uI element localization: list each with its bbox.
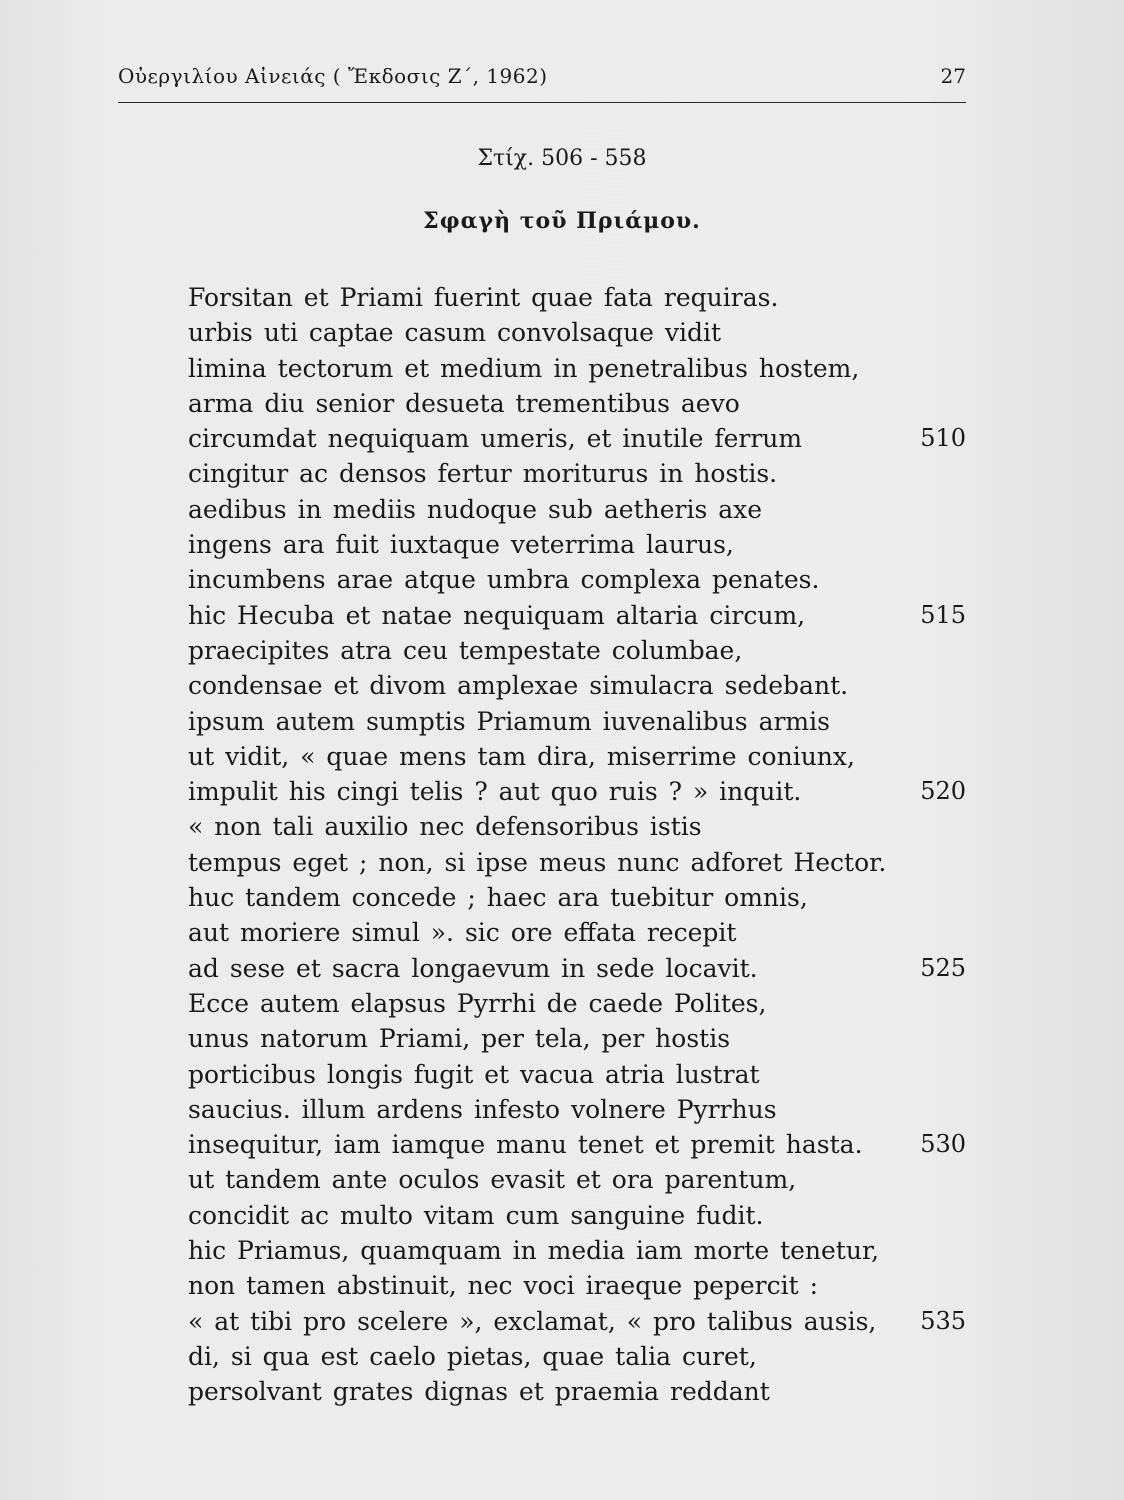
verse-text: « at tibi pro scelere », exclamat, « pro talibus ausis, — [188, 1306, 877, 1336]
verse-text: praecipites atra ceu tempestate columbae, — [188, 635, 743, 665]
verse-line — [188, 280, 978, 315]
verse-text: ipsum autem sumptis Priamum iuvenalibus armis — [188, 706, 830, 736]
verse-line — [188, 880, 978, 915]
verse-line — [188, 421, 978, 456]
verse-text: aedibus in mediis nudoque sub aetheris axe — [188, 494, 763, 524]
verse-line — [188, 1268, 978, 1303]
verse-block — [188, 280, 978, 1410]
verse-number: 535 — [920, 1306, 966, 1335]
verse-text: Ecce autem elapsus Pyrrhi de caede Polites, — [188, 988, 767, 1018]
verse-text: concidit ac multo vitam cum sanguine fudit. — [188, 1200, 764, 1230]
verse-text: condensae et divom amplexae simulacra sedebant. — [188, 671, 849, 701]
verse-text: ingens ara fuit iuxtaque veterrima laurus, — [188, 530, 734, 560]
verse-line — [188, 1162, 978, 1197]
verse-line — [188, 456, 978, 491]
verse-text: impulit his cingi telis ? aut quo ruis ? » inquit. — [188, 777, 802, 807]
page-number: 27 — [940, 64, 966, 88]
verse-line — [188, 668, 978, 703]
verse-range-heading: Στίχ. 506 - 558 — [477, 146, 647, 171]
verse-text: « non tali auxilio nec defensoribus istis — [188, 812, 702, 842]
verse-line — [188, 492, 978, 527]
verse-text: Forsitan et Priami fuerint quae fata requiras. — [188, 283, 779, 312]
verse-line — [188, 1339, 978, 1374]
verse-line — [188, 1198, 978, 1233]
verse-number: 520 — [920, 777, 966, 806]
verse-text: persolvant grates dignas et praemia reddant — [188, 1377, 770, 1407]
verse-text: cingitur ac densos fertur moriturus in hostis. — [188, 459, 778, 489]
verse-line — [188, 845, 978, 880]
verse-number: 510 — [920, 424, 966, 453]
verse-number: 515 — [920, 600, 966, 629]
verse-line — [188, 633, 978, 668]
verse-line — [188, 598, 978, 633]
verse-line — [188, 1021, 978, 1056]
verse-text: limina tectorum et medium in penetralibus hostem, — [188, 353, 860, 383]
verse-line — [188, 315, 978, 350]
verse-text: urbis uti captae casum convolsaque vidit — [188, 318, 722, 348]
verse-line — [188, 386, 978, 421]
verse-text: porticibus longis fugit et vacua atria lustrat — [188, 1059, 760, 1089]
verse-line — [188, 1092, 978, 1127]
verse-number: 525 — [920, 953, 966, 982]
verse-line — [188, 739, 978, 774]
verse-text: ut vidit, « quae mens tam dira, miserrime coniunx, — [188, 741, 855, 771]
verse-text: non tamen abstinuit, nec voci iraeque pepercit : — [188, 1271, 819, 1301]
verse-text: huc tandem concede ; haec ara tuebitur omnis, — [188, 883, 808, 913]
verse-text: circumdat nequiquam umeris, et inutile ferrum — [188, 424, 803, 454]
verse-text: di, si qua est caelo pietas, quae talia curet, — [188, 1341, 757, 1371]
verse-text: hic Priamus, quamquam in media iam morte tenetur, — [188, 1236, 880, 1266]
verse-line — [188, 1127, 978, 1162]
verse-number: 530 — [920, 1130, 966, 1159]
section-title: Σφαγὴ τοῦ Πριάμου. — [423, 208, 701, 234]
verse-line — [188, 704, 978, 739]
verse-line — [188, 774, 978, 809]
verse-line — [188, 1374, 978, 1409]
verse-line — [188, 809, 978, 844]
verse-line — [188, 1233, 978, 1268]
verse-text: tempus eget ; non, si ipse meus nunc adforet Hector. — [188, 847, 887, 877]
verse-line — [188, 527, 978, 562]
verse-text: aut moriere simul ». sic ore effata recepit — [188, 918, 737, 948]
verse-line — [188, 351, 978, 386]
verse-text: unus natorum Priami, per tela, per hostis — [188, 1024, 731, 1054]
verse-text: saucius. illum ardens infesto volnere Pyrrhus — [188, 1094, 777, 1124]
verse-line — [188, 951, 978, 986]
verse-text: hic Hecuba et natae nequiquam altaria circum, — [188, 600, 806, 630]
verse-line — [188, 562, 978, 597]
verse-line — [188, 1304, 978, 1339]
verse-text: ut tandem ante oculos evasit et ora parentum, — [188, 1165, 797, 1195]
verse-text: insequitur, iam iamque manu tenet et premit hasta. — [188, 1130, 863, 1160]
running-title: Οὐεργιλίου Αἰνειάς ( Ἔκδοσις Ζ΄, 1962) — [118, 64, 548, 88]
verse-text: ad sese et sacra longaevum in sede locavit. — [188, 953, 758, 983]
verse-text: arma diu senior desueta trementibus aevo — [188, 388, 740, 418]
running-header — [118, 64, 966, 103]
verse-line — [188, 1057, 978, 1092]
verse-text: incumbens arae atque umbra complexa penates. — [188, 565, 820, 595]
verse-line — [188, 986, 978, 1021]
verse-line — [188, 915, 978, 950]
